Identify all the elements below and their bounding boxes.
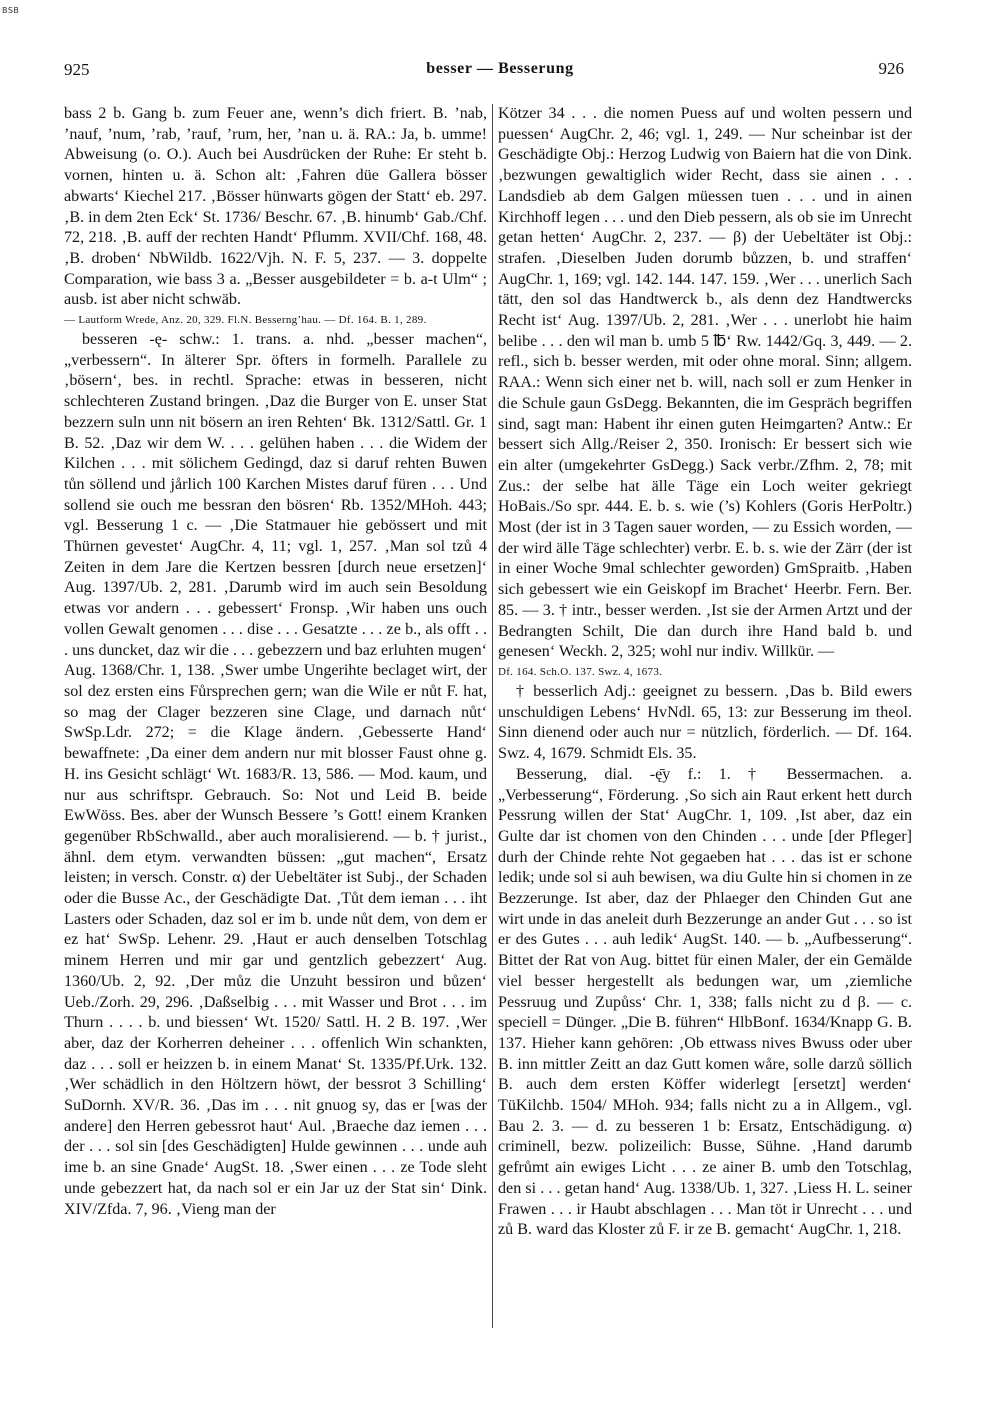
- running-title: besser — Besserung: [426, 60, 574, 77]
- source-note: Df. 164. Sch.O. 137. Swz. 4, 1673.: [498, 665, 663, 678]
- entry-paragraph: Kötzer 34 . . . die nomen Puess auf und wolten pessern und puessen‘ AugChr. 2, 46; vgl. 1, 249. — Nur scheinbar ist der Geschädigte Obj.: Herzog Ludwig von Baiern hat die von Dink. ‚bezwungen gewaltiglich wider Recht, dass sie ainen . . . Landsdieb ab dem Galgen müessen tuen . . . und in ainen Kirchhoff legen . . . und den Dieb pessern, als ob sie im Unrecht getan hetten‘ AugChr. 2, 237. — β) der Uebeltäter ist Obj.: strafen. ‚Dieselben Juden dorumb bůzzen, b. und straffen‘ AugChr. 1, 169; vgl. 142. 144. 147. 159. ‚Wer . . . unerlich Sach tätt, den sol das Handtwerck b., als denn dez Handtwercks Recht ist‘ Aug. 1397/Ub. 2, 281. ‚Wer . . . unerlobt hie haim belibe . . . den wil man b. umb 5 ℔‘ Rw. 1442/Gq. 3, 449. — 2. refl., sich b. besser werden, mit oder ohne moral. Sinn; allgem. RAA.: Wenn sich einer net b. will, nach soll er zum Henker in die Schule gaun GsDegg. Bekannten, die im Gespräch begriffen sind, sagt man: Habent ihr einen guten Heimgarten? Antw.: Er bessert sich Allg./Reiser 2, 350. Ironisch: Er bessert sich wie ein alter (umgekehrter GsDegg.) Sack verbr./Zfhm. 2, 78; mit Zus.: der selbe hat älle Täge ein Loch weiter gekriegt HoBais./So spr. 444. E. b. s. wie (’s) Kohlers (Goris HerPoltr.) Most (der ist in 3 Tagen sauer worden, — zu Essich worden, — der wird älle Täge schlechter) verbr. E. b. s. wie der Zärr (der ist in einer Woche 9mal schlechter geworden) GmSpraitb. ‚Haben sich gebessert wie ein Geiskopf im Brachet‘ Heerbr. Fern. Ber. 85. — 3. † intr., besser werden. ‚Ist sie der Armen Artzt und der Bedrangten Schilt, Die dan durch ihre Hand bald b. und genesen‘ Weckh. 2, 325; wohl nur indiv. Willkür. —: [498, 105, 912, 661]
- library-stamp: BSB: [2, 6, 20, 15]
- page-number-right: 926: [878, 59, 904, 78]
- source-note: — Lautform Wrede, Anz. 20, 329. Fl.N. Besserng’hau. — Df. 164. B. 1, 289.: [64, 314, 427, 327]
- entry-paragraph: bass 2 b. Gang b. zum Feuer ane, wenn’s dich friert. B. ’nab, ’nauf, ’num, ’rab, ’rauf, ’rum, her, ’nan u. ä. RA.: Ja, b. umme! Abweisung (o. O.). Auch bei Ausdrücken der Ruhe: Er steht b. vornen, hinten u. ä. Schon alt: ‚Fahren düe Gallera bösser abwarts‘ Kiechel 217. ‚Bösser hünwarts gögen der Statt‘ eb. 297. ‚B. in dem 2ten Eck‘ St. 1736/ Beschr. 67. ‚B. hinumb‘ Gab./Chf. 72, 218. ‚B. auff der rechten Handt‘ Pflumm. XVII/Chf. 168, 48. ‚B. droben‘ NbWildb. 1622/Vjh. N. F. 5, 237. — 3. doppelte Comparation, wie bass 3 a. „Besser ausgebildeter = b. a-t Ulm“ ; ausb. ist aber nicht schwäb.: [64, 105, 487, 309]
- page-number-left: 925: [64, 60, 90, 79]
- entry-paragraph: † besserlich Adj.: geeignet zu bessern. ‚Das b. Bild ewers unschuldigen Lebens‘ HvNdl. 65, 13: zur Besserung im theol. Sinn dienend oder auch nur = nützlich, förderlich. — Df. 164. Swz. 4, 1679. Schmidt Els. 35.: [498, 682, 912, 763]
- left-column: [64, 104, 487, 1334]
- column-divider: [492, 104, 493, 1328]
- entry-paragraph: Besserung, dial. -ę̄y f.: 1. † Bessermachen. a. „Verbesserung“, Förderung. ‚So sich ain Raut erkent hett durch Pessrung willen der Stat‘ AugChr. 1, 109. ‚Ist aber, daz ein Gulte dar ist chomen von den Chinden . . . unde [der Pfleger] durh der Chinde rehte Not gegaeben hat . . . das ist er schone ledik; unde sol si auh bewisen, wa diu Gulte hin si chomen in ze Bezzerunge. Ist aber, daz der Phlaeger den Chinden Gut ane wirt unde in das aneleit durh Bezzerunge an ander Gut . . . so ist er des Gutes . . . auh ledik‘ AugSt. 140. — b. „Aufbesserung“. Bittet der Rat von Aug. bittet für einen Maler, der ein Gemälde viel besser hergestellt als bedungen war, um ‚ziemliche Pessruug und Zupůss‘ Chr. 1, 338; falls nicht zu d β. — c. speciell = Dünger. „Die B. führen“ HlbBonf. 1634/Knapp G. B. 137. Hieher kann gehören: ‚Ob ettwass nives Bwuss oder uber B. inn mittler Zeitt an daz Gutt komen wåre, solle darzů söllich B. auch dem ersten Köffer widerlegt [ersetzt] werden‘ TüKilchb. 1504/ MHoh. 934; falls nicht zu a in Allgem., vgl. Bau 2. 3. — d. zu besseren 1 b: Ersatz, Entschädigung. α) criminell, bezw. polizeilich: Busse, Sühne. ‚Hand darumb gefrůmt ain ewiges Licht . . . ze ainer B. umb den Totschlag, den si . . . getan hand‘ Aug. 1338/Ub. 1, 327. ‚Liess H. L. seiner Frawen . . . ir Haubt abschlagen . . . Man töt ir Unrecht . . . und zů B. ward das Kloster zů F. ir ze B. gemacht‘ AugChr. 1, 218.: [498, 765, 912, 1239]
- entry-paragraph: besseren -ę- schw.: 1. trans. a. nhd. „besser machen“, „verbessern“. In älterer Spr. öfters in formelh. Parallele zu ‚bösern‘, bes. in rechtl. Sprache: etwas in besseren, nicht schlechteren Zustand bringen. ‚Daz die Burger von E. unser Stat bezzern suln unn nit bösern an iren Rehten‘ Bk. 1312/Sattl. Gr. 1 B. 52. ‚Daz wir dem W. . . . gelühen haben . . . die Widem der Kilchen . . . mit sölichem Gedingd, daz si daruf rehten Buwen tůn söllend und jårlich 100 Karchen Mistes daruf füren . . . Und sollend sie ouch me bessran den bösren‘ Rb. 1352/MHoh. 443; vgl. Besserung 1 c. — ‚Die Statmauer hie gebössert und mit Thürnen gevestet‘ AugChr. 4, 11; vgl. 1, 257. ‚Man sol tzů 4 Zeiten in dem Jare die Kertzen bessren [durch neue ersetzen]‘ Aug. 1397/Ub. 2, 281. ‚Darumb wird im auch sein Besoldung etwas vor andern . . . gebessert‘ Fronsp. ‚Wir haben uns ouch vollen Gewalt genomen . . . dise . . . Gesatzte . . . ze b., als offt . . . uns duncket, daz wir die . . . gebezzern und baz erluhten mugen‘ Aug. 1368/Chr. 1, 138. ‚Swer umbe Ungerihte beclaget wirt, der sol dez ersten eins Fůrsprechen gern; wan die Wile er nůt F. hat, so mag der Clager bezzeren sine Clage, und darnach nůt‘ SwSp.Ldr. 272; = die Klage ändern. ‚Gebesserte Hand‘ bewaffnete: ‚Da einer dem andern nur mit blosser Faust ohne g. H. ins Gesicht schlägt‘ Wt. 1683/R. 13, 586. — Mod. kaum, und nur aus schriftspr. Gebrauch. So: Not und Leid B. beide EwWöss. Bes. aber der Wunsch Bessere ’s Gott! einem Kranken gegenüber RbSchwalld., aber auch moralisierend. — b. † jurist., ähnl. dem etym. verwandten büssen: „gut machen“, Ersatz leisten; in versch. Constr. α) der Uebeltäter ist Subj., der Schaden oder die Busse Ac., der Geschädigte Dat. ‚Tůt dem ieman . . . iht Lasters oder Schaden, daz sol er im b. unde nůt dem, von dem er ez hat‘ SwSp. Lehenr. 29. ‚Haut er auch denselben Totschlag minem Herren und mir gar und gentzlich gebezzert‘ Aug. 1360/Ub. 2, 92. ‚Der můz die Unzuht bessiron und bůzen‘ Ueb./Zorh. 29, 296. ‚Daßselbig . . . mit Wasser und Brot . . . im Thurn . . . . b. und biessen‘ Wt. 1520/ Sattl. H. 2 B. 197. ‚Wer aber, daz der Korherren deheiner . . . offenlich Win schankten, daz . . . soll er heizzen b. in einem Manat‘ St. 1335/Pf.Urk. 132. ‚Wer schädlich in den Höltzern höwt, der bessrot 3 Schilling‘ SuDornh. XV/R. 36. ‚Das im . . . nit gnuog sy, das er [was der andere] den Herren gebessrot haut‘ Aul. ‚Braeche daz iemen . . . der . . . sol sin [des Geschädigten] Hulde gewinnen . . . unde auh ime b. an sine Gnade‘ AugSt. 18. ‚Swer einen . . . ze Tode sleht unde gebezzert hat, da nach sol er ein Jar uz der Stat sin‘ Dink. XIV/Zfda. 7, 96. ‚Vieng man der: [64, 331, 487, 1218]
- right-column: [498, 104, 912, 1334]
